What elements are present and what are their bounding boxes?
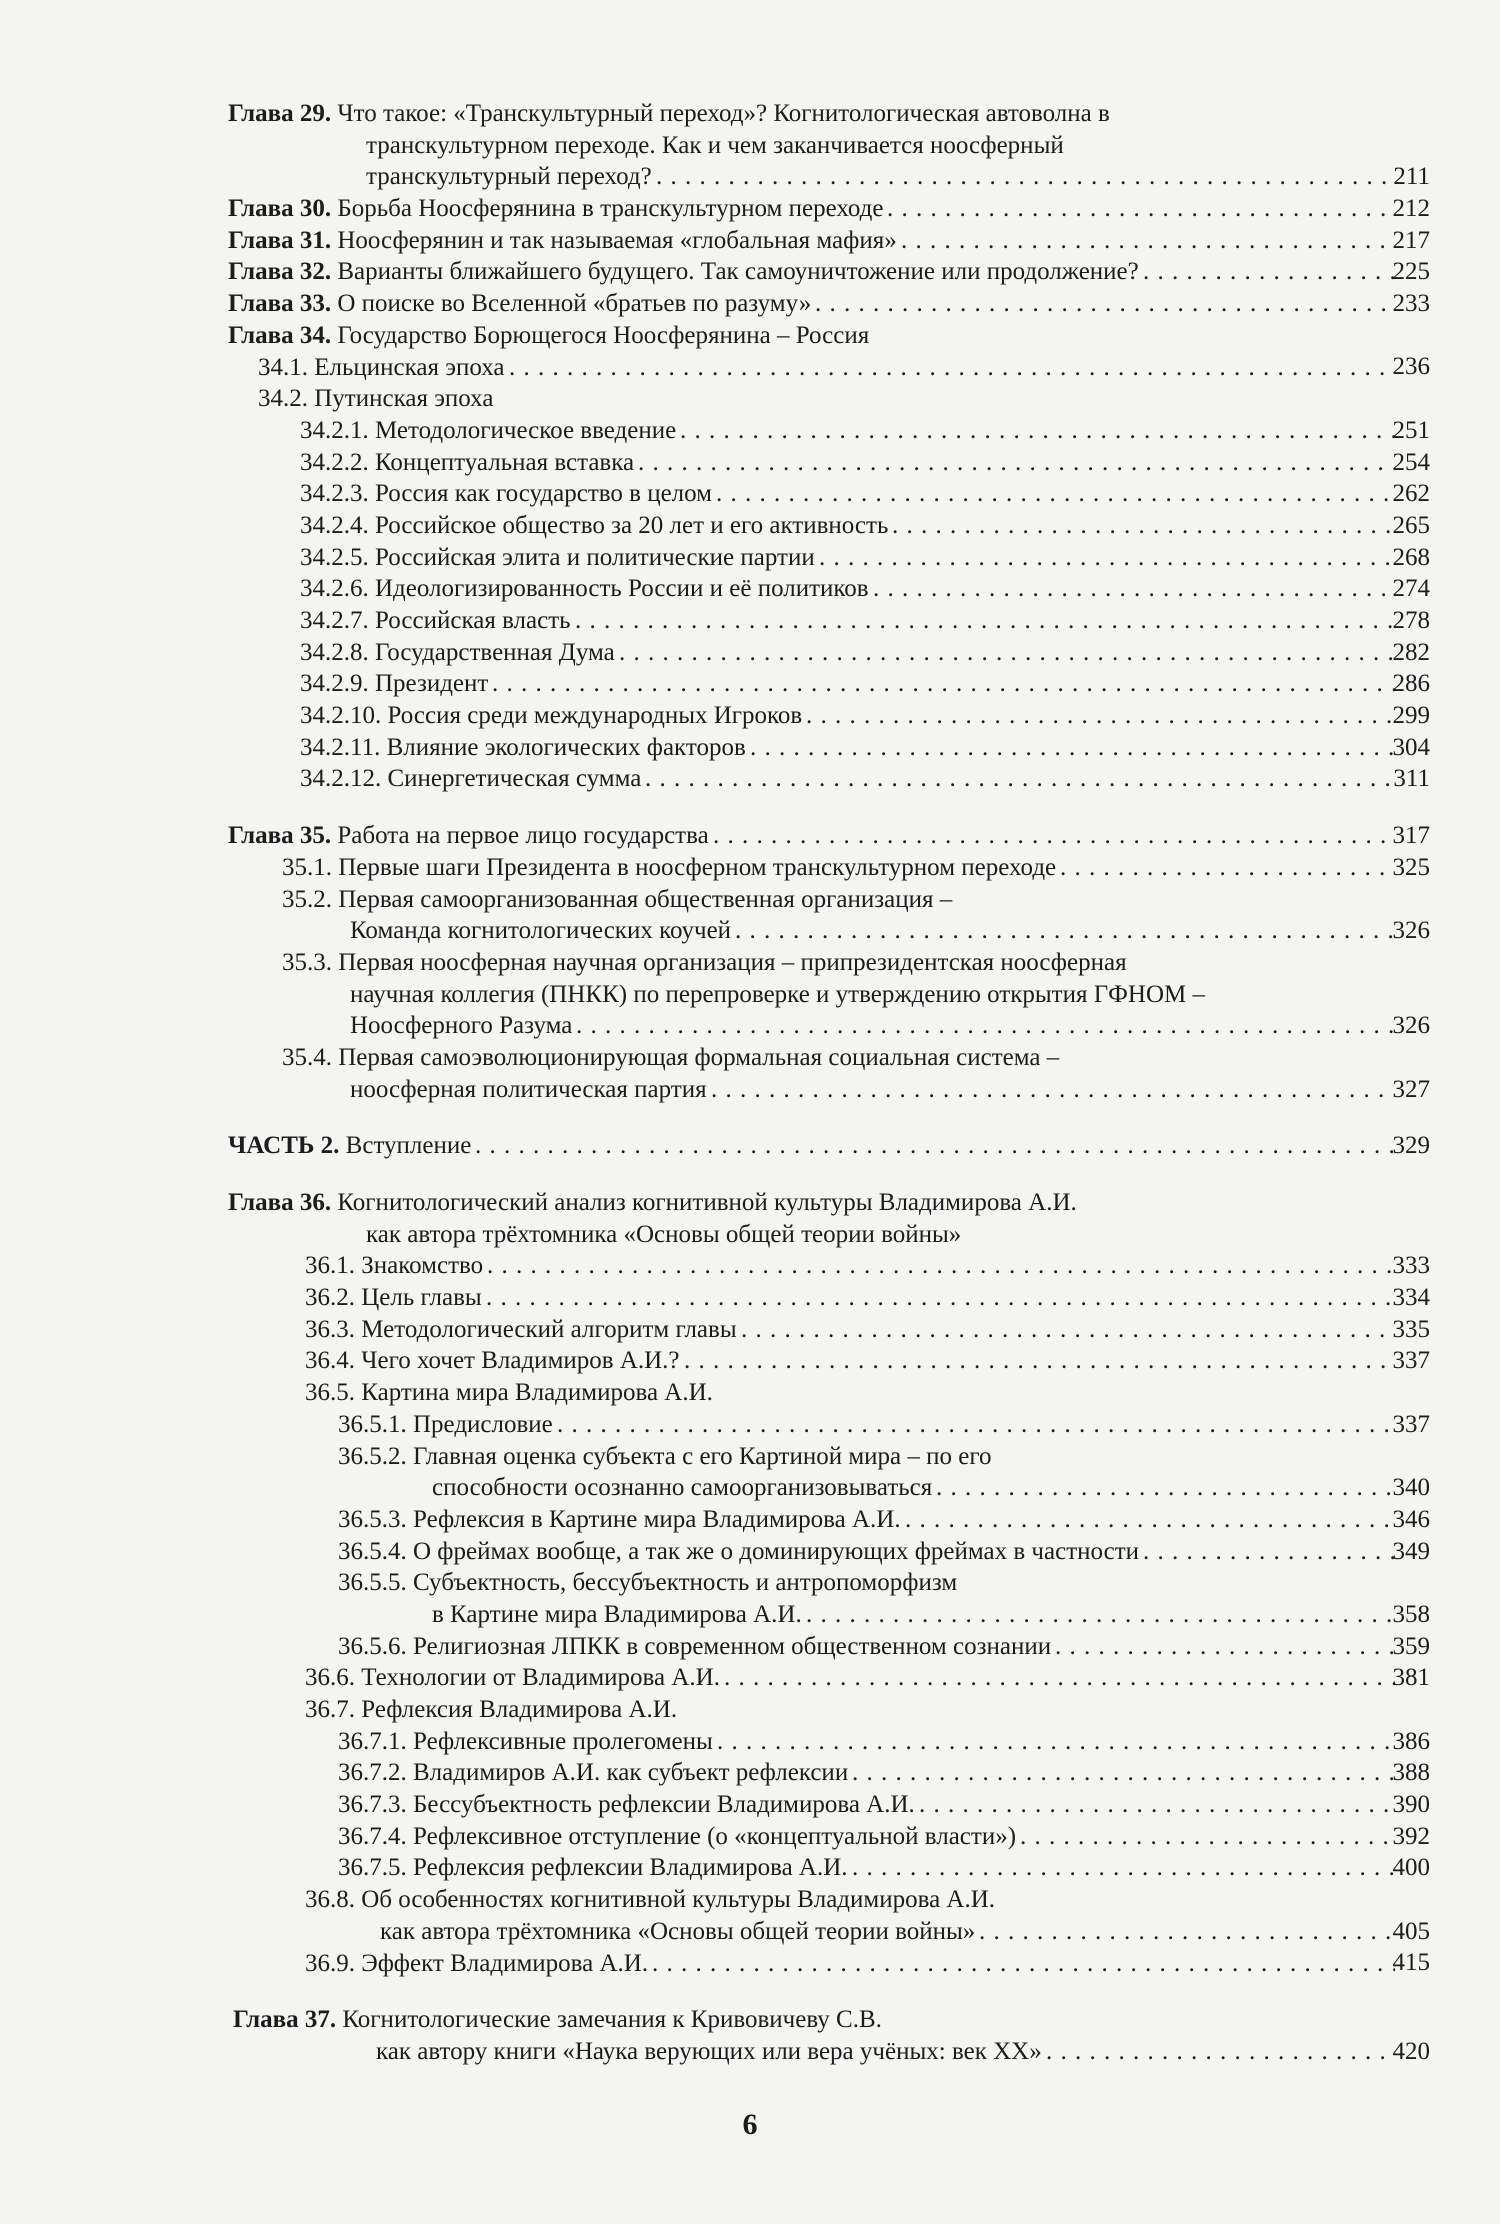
toc-entry-s34-2-1 <box>0 415 1500 447</box>
toc-title: Команда когнитологических коучей <box>350 917 732 945</box>
toc-title: 35.4. Первая самоэволюционирующая формальная социальная система – <box>282 1043 1060 1071</box>
toc-title: Работа на первое лицо государства <box>337 822 709 850</box>
toc-page-number: 392 <box>1390 1821 1430 1853</box>
toc-title: Когнитологические замечания к Кривовичеву С.В. <box>342 2006 882 2034</box>
toc-entry-s35-4-line-1 <box>0 1042 1500 1074</box>
toc-title: 35.3. Первая ноосферная научная организация – припрезидентская ноосферная <box>282 948 1127 976</box>
toc-page-number: 334 <box>1390 1282 1430 1314</box>
toc-leader-dots <box>892 510 1395 542</box>
toc-title: 36.5.2. Главная оценка субъекта с его Картиной мира – по его <box>338 1442 992 1470</box>
toc-entry-s34-2-11 <box>0 732 1500 764</box>
toc-page-number: 337 <box>1390 1409 1430 1441</box>
toc-title: 36.7.2. Владимиров А.И. как субъект рефлексии <box>338 1759 849 1787</box>
toc-prefix: Глава 29. <box>228 100 332 127</box>
toc-leader-dots <box>724 1662 1395 1694</box>
toc-prefix: ЧАСТЬ 2. <box>228 1132 340 1160</box>
toc-entry-ch36-line-1 <box>0 1187 1500 1219</box>
toc-entry-s36-5-3 <box>0 1504 1500 1536</box>
toc-entry-s36-1 <box>0 1250 1500 1282</box>
toc-page-number: 340 <box>1390 1472 1430 1504</box>
toc-page-number: 311 <box>1390 763 1430 795</box>
toc-title: 34.1. Ельцинская эпоха <box>258 353 505 381</box>
toc-leader-dots <box>735 915 1395 947</box>
toc-leader-dots <box>806 1599 1395 1631</box>
toc-title: 34.2.1. Методологическое введение <box>300 416 677 444</box>
toc-page-number: 274 <box>1390 573 1430 605</box>
toc-entry-s36-6 <box>0 1662 1500 1694</box>
toc-leader-dots <box>638 447 1395 479</box>
toc-leader-dots <box>936 1472 1395 1504</box>
toc-page-number: 415 <box>1390 1947 1430 1979</box>
toc-prefix: Глава 30. <box>228 195 332 223</box>
toc-entry-ch31 <box>0 225 1500 257</box>
toc-page-number: 358 <box>1390 1599 1430 1631</box>
toc-entry-s36-2 <box>0 1282 1500 1314</box>
toc-page-number: 390 <box>1390 1789 1430 1821</box>
toc-page-number: 317 <box>1390 820 1430 852</box>
toc-prefix: Глава 36. <box>228 1189 332 1216</box>
toc-prefix: Глава 35. <box>228 822 332 850</box>
toc-leader-dots <box>684 1345 1395 1377</box>
toc-leader-dots <box>619 637 1395 669</box>
toc-page-number: 212 <box>1390 193 1430 225</box>
toc-entry-s36-7-3 <box>0 1789 1500 1821</box>
toc-entry-ch29-line-3 <box>0 161 1500 193</box>
toc-entry-ch36-line-2 <box>0 1219 1500 1251</box>
toc-leader-dots <box>475 1130 1395 1162</box>
toc-entry-s34-2-9 <box>0 668 1500 700</box>
toc-title: Вступление <box>345 1132 472 1160</box>
toc-title: 36.7.1. Рефлексивные пролегомены <box>338 1727 713 1755</box>
toc-prefix: Глава 34. <box>228 321 332 349</box>
toc-prefix: Глава 37. <box>233 2006 337 2034</box>
toc-leader-dots <box>873 573 1395 605</box>
toc-title: 34.2.2. Концептуальная вставка <box>300 448 635 476</box>
toc-entry-s34-2-2 <box>0 447 1500 479</box>
toc-entry-s35-3-line-2 <box>0 979 1500 1011</box>
toc-page-number: 268 <box>1390 542 1430 574</box>
toc-entry-ch30 <box>0 193 1500 225</box>
toc-title: научная коллегия (ПНКК) по перепроверке и утверждению открытия ГФНОМ – <box>350 980 1206 1008</box>
toc-leader-dots <box>806 700 1395 732</box>
toc-entry-s36-3 <box>0 1314 1500 1346</box>
toc-page-number: 359 <box>1390 1631 1430 1663</box>
toc-page-number: 381 <box>1390 1662 1430 1694</box>
toc-leader-dots <box>901 225 1395 257</box>
toc-entry-ch29-line-1 <box>0 98 1500 130</box>
toc-title: 36.6. Технологии от Владимирова А.И. <box>305 1664 720 1692</box>
toc-page-number: 251 <box>1390 415 1430 447</box>
toc-title: Ноосферянин и так называемая «глобальная мафия» <box>337 226 897 254</box>
toc-entry-s35-1 <box>0 852 1500 884</box>
toc-title: 34.2.5. Российская элита и политические партии <box>300 543 815 571</box>
toc-entry-s35-2-line-2 <box>0 915 1500 947</box>
toc-entry-ch33 <box>0 288 1500 320</box>
toc-title: 34.2.7. Российская власть <box>300 607 571 634</box>
toc-title: 34.2.11. Влияние экологических факторов <box>300 733 746 761</box>
toc-entry-s36-5-5-line-2 <box>0 1599 1500 1631</box>
toc-leader-dots <box>819 542 1395 574</box>
toc-entry-s35-2-line-1 <box>0 884 1500 916</box>
toc-entry-s36-8-line-2 <box>0 1916 1500 1948</box>
toc-entry-s36-9 <box>0 1948 1500 1980</box>
toc-leader-dots <box>852 1852 1395 1884</box>
toc-title: 36.9. Эффект Владимирова А.И. <box>305 1949 649 1977</box>
toc-entry-s35-3-line-1 <box>0 947 1500 979</box>
toc-leader-dots <box>575 605 1395 637</box>
toc-entry-s36-5-4 <box>0 1536 1500 1568</box>
toc-entry-s34-2-7 <box>0 605 1500 637</box>
toc-leader-dots <box>1055 1631 1395 1663</box>
toc-leader-dots <box>557 1409 1395 1441</box>
toc-entry-s36-5-2-line-2 <box>0 1472 1500 1504</box>
toc-page-number: 337 <box>1390 1345 1430 1377</box>
toc-title: О поиске во Вселенной «братьев по разуму» <box>337 290 812 318</box>
toc-leader-dots <box>1143 1536 1395 1568</box>
toc-page-number: 299 <box>1390 700 1430 732</box>
toc-title: Борьба Ноосферянина в транскультурном переходе <box>337 195 884 223</box>
toc-entry-s34-2-6 <box>0 573 1500 605</box>
toc-leader-dots <box>656 161 1395 193</box>
toc-title: в Картине мира Владимирова А.И. <box>432 1600 802 1628</box>
toc-leader-dots <box>680 415 1395 447</box>
toc-entry-s34-2-12 <box>0 763 1500 795</box>
toc-title: 34.2.3. Россия как государство в целом <box>300 480 712 508</box>
toc-leader-dots <box>713 820 1395 852</box>
toc-leader-dots <box>645 763 1395 795</box>
toc-page-number: 420 <box>1390 2036 1430 2068</box>
toc-page-number: 286 <box>1390 668 1430 700</box>
toc-page-number: 282 <box>1390 637 1430 669</box>
toc-title: 35.1. Первые шаги Президента в ноосферном транскультурном переходе <box>282 853 1057 881</box>
toc-entry-s36-7-1 <box>0 1726 1500 1758</box>
toc-title: 36.5. Картина мира Владимирова А.И. <box>305 1379 713 1407</box>
toc-entry-s36-5-5-line-1 <box>0 1567 1500 1599</box>
toc-title: 36.7. Рефлексия Владимирова А.И. <box>305 1696 678 1723</box>
toc-title: 36.2. Цель главы <box>305 1284 482 1312</box>
toc-entry-part2 <box>0 1130 1500 1162</box>
toc-title: ноосферная политическая партия <box>350 1075 707 1103</box>
toc-title: 36.5.4. О фреймах вообще, а так же о доминирующих фреймах в частности <box>338 1537 1140 1565</box>
toc-entry-s36-5-6 <box>0 1631 1500 1663</box>
toc-page-number: 211 <box>1390 161 1430 193</box>
toc-title: 36.7.5. Рефлексия рефлексии Владимирова А.И. <box>338 1854 848 1882</box>
toc-title: как автора трёхтомника «Основы общей теории войны» <box>366 1220 962 1248</box>
toc-leader-dots <box>716 478 1395 510</box>
toc-prefix: Глава 33. <box>228 290 332 318</box>
toc-title: Ноосферного Разума <box>350 1012 573 1040</box>
toc-page-number: 325 <box>1390 852 1430 884</box>
toc-leader-dots <box>1143 256 1395 288</box>
page-number: 6 <box>742 2108 758 2141</box>
toc-entry-s36-4 <box>0 1345 1500 1377</box>
toc-title: Когнитологический анализ когнитивной культуры Владимирова А.И. <box>337 1189 1077 1216</box>
toc-page-number: 327 <box>1390 1074 1430 1106</box>
toc-entry-s34-2-10 <box>0 700 1500 732</box>
toc-title: Государство Борющегося Ноосферянина – Россия <box>337 321 870 349</box>
toc-page-number: 236 <box>1390 351 1430 383</box>
toc-entry-s34-2-5 <box>0 542 1500 574</box>
toc-leader-dots <box>492 668 1395 700</box>
toc-leader-dots <box>509 352 1395 384</box>
toc-entry-s35-3-line-3 <box>0 1010 1500 1042</box>
toc-leader-dots <box>717 1726 1395 1758</box>
toc-title: 34.2.9. Президент <box>300 670 489 698</box>
toc-page-number: 278 <box>1390 605 1430 637</box>
toc-title: 36.5.1. Предисловие <box>338 1410 553 1438</box>
toc-page-number: 225 <box>1390 256 1430 288</box>
toc-page-number: 329 <box>1390 1130 1430 1162</box>
toc-page-number: 333 <box>1390 1250 1430 1282</box>
toc-entry-s36-7-4 <box>0 1821 1500 1853</box>
toc-leader-dots <box>711 1074 1395 1106</box>
toc-title: 36.4. Чего хочет Владимиров А.И.? <box>305 1347 680 1375</box>
toc-entry-ch29-line-2 <box>0 130 1500 162</box>
toc-leader-dots <box>887 193 1395 225</box>
toc-leader-dots <box>852 1757 1395 1789</box>
toc-page-number: 405 <box>1390 1916 1430 1948</box>
toc-entry-s36-7-5 <box>0 1852 1500 1884</box>
toc-leader-dots <box>750 732 1395 764</box>
toc-leader-dots <box>1060 852 1395 884</box>
toc-leader-dots <box>1046 2036 1395 2068</box>
toc-title: способности осознанно самоорганизовываться <box>432 1474 933 1502</box>
toc-entry-s36-7 <box>0 1694 1500 1726</box>
toc-entry-s34-2-3 <box>0 478 1500 510</box>
toc-title: Что такое: «Транскультурный переход»? Когнитологическая автоволна в <box>337 100 1110 127</box>
toc-leader-dots <box>487 1250 1395 1282</box>
toc-entry-s35-4-line-2 <box>0 1074 1500 1106</box>
toc-title: как автора трёхтомника «Основы общей теории войны» <box>380 1917 976 1945</box>
toc-entry-s36-5 <box>0 1377 1500 1409</box>
toc-page-number: 349 <box>1390 1536 1430 1568</box>
toc-page-number: 304 <box>1390 732 1430 764</box>
toc-title: Варианты ближайшего будущего. Так самоуничтожение или продолжение? <box>337 258 1139 286</box>
toc-entry-ch37-line-2 <box>0 2036 1500 2068</box>
toc-page-number: 388 <box>1390 1757 1430 1789</box>
toc-entry-s34-2 <box>0 383 1500 415</box>
toc-entry-ch34 <box>0 320 1500 352</box>
toc-page-number: 217 <box>1390 225 1430 257</box>
toc-leader-dots <box>652 1948 1395 1980</box>
toc-title: 34.2.8. Государственная Дума <box>300 638 615 666</box>
toc-page-number: 400 <box>1390 1852 1430 1884</box>
toc-entry-ch32 <box>0 256 1500 288</box>
toc-entry-s36-8-line-1 <box>0 1884 1500 1916</box>
toc-entry-s36-7-2 <box>0 1757 1500 1789</box>
toc-page-number: 254 <box>1390 447 1430 479</box>
toc-leader-dots <box>1020 1821 1395 1853</box>
toc-page-number: 265 <box>1390 510 1430 542</box>
toc-title: 34.2.4. Российское общество за 20 лет и его активность <box>300 511 889 539</box>
toc-title: 36.5.6. Религиозная ЛПКК в современном общественном сознании <box>338 1632 1052 1660</box>
toc-entry-s36-5-1 <box>0 1409 1500 1441</box>
toc-leader-dots <box>979 1916 1395 1948</box>
toc-entry-ch35 <box>0 820 1500 852</box>
toc-leader-dots <box>905 1504 1395 1536</box>
toc-page-number: 346 <box>1390 1504 1430 1536</box>
toc-page-number: 233 <box>1390 288 1430 320</box>
toc-title: транскультурный переход? <box>366 163 652 191</box>
toc-title: 36.7.4. Рефлексивное отступление (о «концептуальной власти») <box>338 1822 1017 1850</box>
toc-entry-s34-1 <box>0 352 1500 384</box>
toc-prefix: Глава 31. <box>228 226 332 254</box>
toc-page-number: 335 <box>1390 1314 1430 1346</box>
toc-title: 34.2.12. Синергетическая сумма <box>300 765 642 793</box>
toc-leader-dots <box>576 1010 1395 1042</box>
toc-title: 36.5.3. Рефлексия в Картине мира Владимирова А.И. <box>338 1505 901 1533</box>
toc-title: 36.8. Об особенностях когнитивной культуры Владимирова А.И. <box>305 1886 996 1914</box>
toc-title: транскультурном переходе. Как и чем заканчивается ноосферный <box>366 131 1064 159</box>
toc-title: 36.5.5. Субъектность, бессубъектность и антропоморфизм <box>338 1569 958 1597</box>
toc-title: 34.2.6. Идеологизированность России и её политиков <box>300 575 869 603</box>
toc-page-number: 386 <box>1390 1726 1430 1758</box>
toc-leader-dots <box>486 1282 1395 1314</box>
toc-page-number: 262 <box>1390 478 1430 510</box>
toc-entry-s34-2-4 <box>0 510 1500 542</box>
toc-title: 35.2. Первая самоорганизованная общественная организация – <box>282 885 953 913</box>
toc-prefix: Глава 32. <box>228 258 332 286</box>
toc-entry-s36-5-2-line-1 <box>0 1441 1500 1473</box>
toc-title: 36.7.3. Бессубъектность рефлексии Владимирова А.И. <box>338 1791 915 1819</box>
toc-leader-dots <box>815 288 1395 320</box>
toc-page-number: 326 <box>1390 1010 1430 1042</box>
toc-leader-dots <box>919 1789 1395 1821</box>
toc-page-number: 326 <box>1390 915 1430 947</box>
toc-title: 34.2.10. Россия среди международных Игроков <box>300 702 803 730</box>
toc-title: 36.3. Методологический алгоритм главы <box>305 1315 737 1343</box>
table-of-contents <box>0 98 1500 2068</box>
toc-title: 36.1. Знакомство <box>305 1252 484 1280</box>
toc-title: как автору книги «Наука верующих или вера учёных: век XX» <box>376 2037 1042 2065</box>
toc-entry-ch37-line-1 <box>0 2004 1500 2036</box>
toc-entry-s34-2-8 <box>0 637 1500 669</box>
toc-leader-dots <box>741 1314 1395 1346</box>
toc-title: 34.2. Путинская эпоха <box>258 385 494 413</box>
